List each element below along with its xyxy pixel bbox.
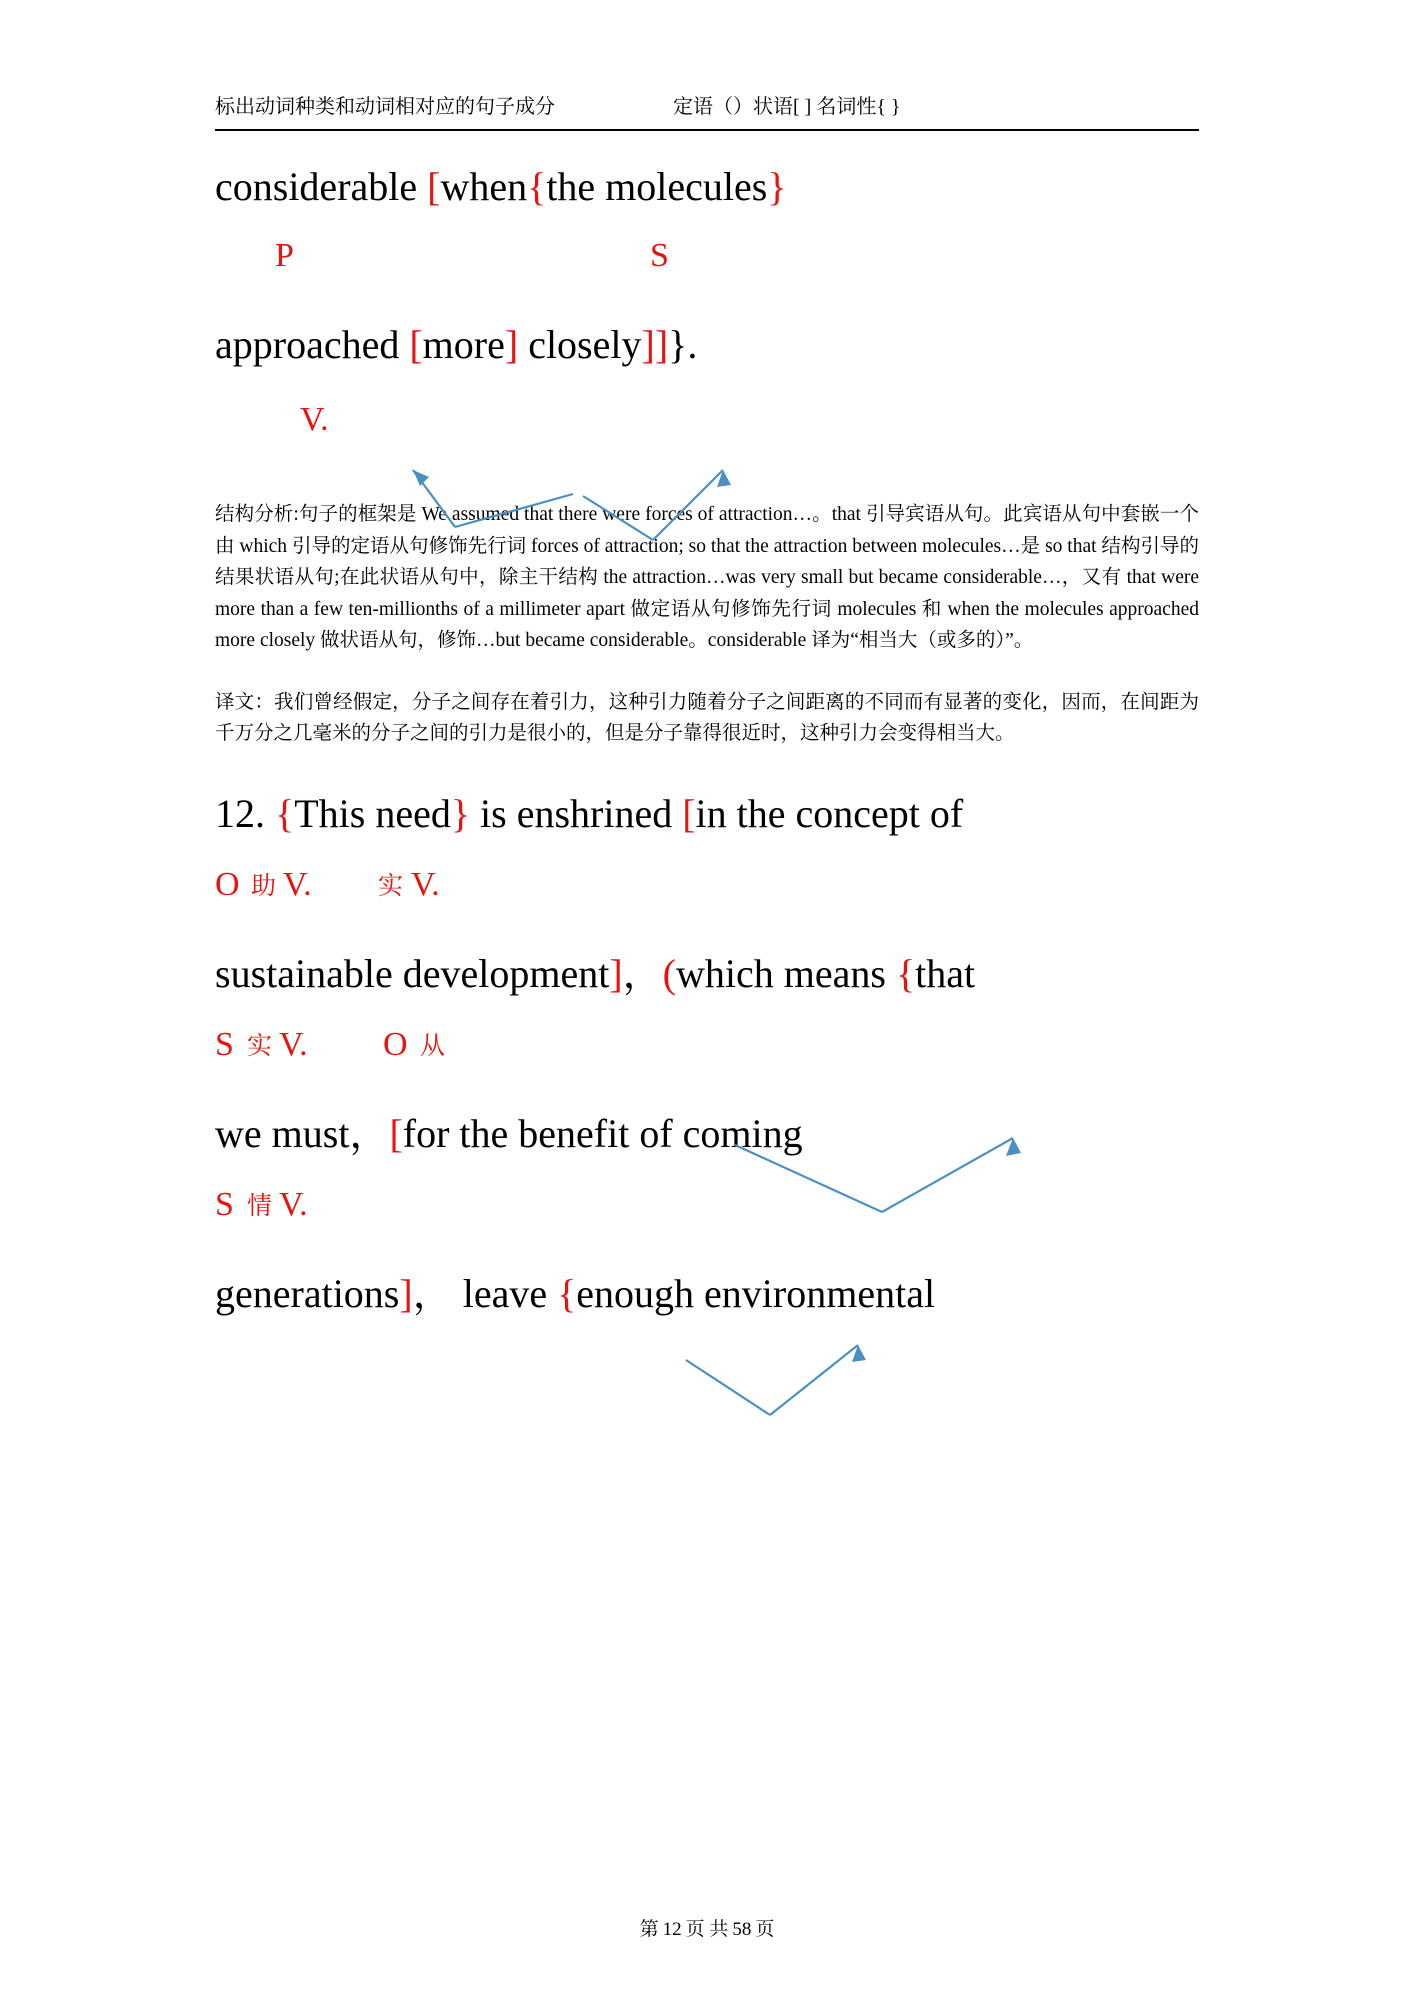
grammar-marker: 从 <box>420 1033 446 1061</box>
text-run: the molecules <box>546 164 768 209</box>
text-run: [ <box>389 1111 403 1157</box>
text-run: sustainable development <box>215 951 610 997</box>
grammar-marker: S <box>650 237 669 274</box>
analysis-line-2 <box>215 323 1199 367</box>
marker-row-2 <box>215 401 1199 447</box>
text-run: { <box>895 951 916 997</box>
page-header <box>215 0 1199 131</box>
text-run: considerable <box>215 164 428 209</box>
footer-prefix: 第 <box>639 1919 659 1940</box>
grammar-marker: 实 <box>247 1033 273 1061</box>
text-run: ， <box>622 951 663 997</box>
text-run: approached <box>215 322 410 367</box>
text-run: is enshrined <box>470 791 683 837</box>
grammar-marker: V. <box>279 1186 308 1224</box>
item12-marker-row-3 <box>215 1186 1199 1232</box>
footer-suffix: 页 <box>755 1919 775 1940</box>
grammar-marker: V. <box>279 1026 308 1064</box>
translation-paragraph: 译文：我们曾经假定，分子之间存在着引力，这种引力随着分子之间距离的不同而有显著的变化，因而，在间距为千万分之几毫米的分子之间的引力是很小的，但是分子靠得很近时，这种引力会变得相当大。 <box>215 691 1199 745</box>
text-run: we must， <box>215 1111 390 1157</box>
grammar-marker: S <box>215 1026 234 1064</box>
header-left-text: 标出动词种类和动词相对应的句子成分 <box>215 96 555 118</box>
item12-line-4 <box>215 1272 1199 1316</box>
grammar-marker: O <box>383 1026 408 1064</box>
text-run: ] <box>609 951 623 997</box>
text-run: { <box>557 1271 577 1317</box>
header-right-legend: 定语（）状语[ ] 名词性{ } <box>673 96 901 118</box>
text-run: This need <box>294 791 451 837</box>
item12-line-1 <box>215 792 1199 836</box>
text-run: that <box>915 951 976 997</box>
item12-line-3 <box>215 1112 1199 1156</box>
item12-marker-row-1 <box>215 866 1199 912</box>
text-run: { <box>527 164 547 209</box>
footer-page-number: 12 <box>662 1919 682 1940</box>
item12-marker-row-2 <box>215 1026 1199 1072</box>
structure-analysis-paragraph: 结构分析:句子的框架是 We assumed that there were forces of attraction…。that 引导宾语从句。此宾语从句中套嵌一个由 which 引导的定语从句修饰先行词 forces of attraction; so that the attraction between molecules…是 so that 结构引导的结果状语从句;在此状语从句中，除主干结构 the attraction…was very small but became considerable…，又有 that were more than a few ten-millionths of a millimeter apart 做定语从句修饰先行词 molecules 和 when the molecules approached more closely 做状语从句，修饰…but became considerable。considerable 译为“相当大（或多的）”。 <box>215 504 1199 652</box>
marker-row-1 <box>215 237 1199 283</box>
text-run: ] <box>399 1271 413 1317</box>
text-run: in the concept of <box>695 791 964 837</box>
grammar-marker: 助 <box>251 873 277 901</box>
text-run: ， leave <box>412 1271 558 1317</box>
item12-line-2 <box>215 952 1199 996</box>
text-run: } <box>767 164 787 209</box>
page-footer <box>0 1914 1414 1941</box>
grammar-marker: 实 <box>378 873 404 901</box>
grammar-marker: P <box>275 237 294 274</box>
footer-middle: 页 共 <box>685 1919 729 1940</box>
text-run: generations <box>215 1271 400 1317</box>
grammar-marker: V. <box>300 401 329 438</box>
text-run: closely <box>518 322 642 367</box>
text-run: [ <box>682 791 696 837</box>
grammar-marker: S <box>215 1186 234 1224</box>
text-run: { <box>275 791 295 837</box>
analysis-line-1 <box>215 165 1199 209</box>
text-run: more <box>422 322 505 367</box>
text-run: 12. <box>215 791 275 837</box>
text-run: . <box>687 322 698 367</box>
text-run: } <box>668 322 688 367</box>
grammar-marker: 情 <box>247 1193 273 1221</box>
text-run: ] <box>504 322 519 367</box>
grammar-marker: V. <box>283 866 312 904</box>
text-run: } <box>450 791 471 837</box>
text-run: ( <box>662 951 676 997</box>
text-run: ]] <box>641 322 669 367</box>
text-run: enough environmental <box>576 1271 936 1317</box>
footer-total-pages: 58 <box>732 1919 752 1940</box>
grammar-marker: V. <box>411 866 440 904</box>
text-run: [ <box>409 322 423 367</box>
text-run: [ <box>427 164 441 209</box>
grammar-marker: O <box>215 866 240 904</box>
text-run: for the benefit of coming <box>402 1111 803 1157</box>
text-run: which means <box>676 951 896 997</box>
text-run: when <box>440 164 528 209</box>
